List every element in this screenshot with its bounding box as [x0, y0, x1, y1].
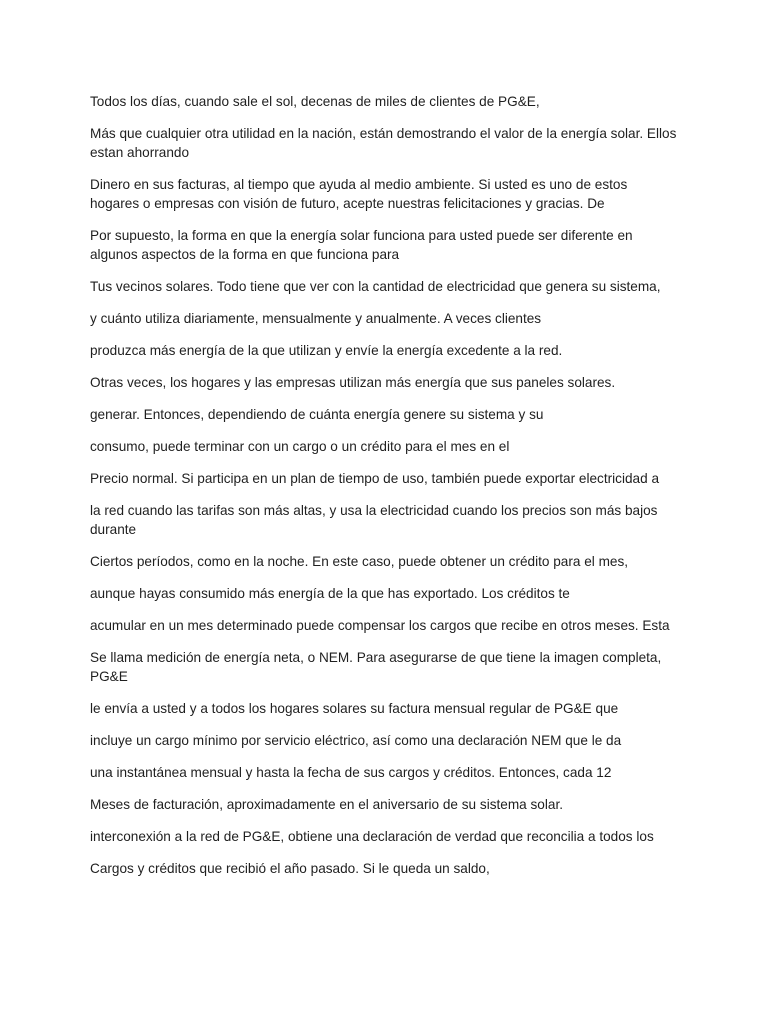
- paragraph-13: Ciertos períodos, como en la noche. En este caso, puede obtener un crédito para el mes,: [90, 554, 629, 569]
- paragraph-12: la red cuando las tarifas son más altas, y usa la electricidad cuando los precios son más bajos durante: [90, 503, 658, 537]
- paragraph-22: Cargos y créditos que recibió el año pasado. Si le queda un saldo,: [90, 861, 490, 876]
- paragraph-21: interconexión a la red de PG&E, obtiene una declaración de verdad que reconcilia a todos los: [90, 829, 654, 844]
- paragraph-20: Meses de facturación, aproximadamente en el aniversario de su sistema solar.: [90, 797, 563, 812]
- paragraph-9: generar. Entonces, dependiendo de cuánta energía genere su sistema y su: [90, 407, 544, 422]
- paragraph-17: le envía a usted y a todos los hogares solares su factura mensual regular de PG&E que: [90, 701, 619, 716]
- paragraph-15: acumular en un mes determinado puede compensar los cargos que recibe en otros meses. Esta: [90, 618, 670, 633]
- document-body: [90, 92, 680, 891]
- paragraph-8: Otras veces, los hogares y las empresas utilizan más energía que sus paneles solares.: [90, 375, 616, 390]
- paragraph-18: incluye un cargo mínimo por servicio eléctrico, así como una declaración NEM que le da: [90, 733, 622, 748]
- paragraph-19: una instantánea mensual y hasta la fecha de sus cargos y créditos. Entonces, cada 12: [90, 765, 612, 780]
- paragraph-4: Por supuesto, la forma en que la energía solar funciona para usted puede ser diferente en algunos aspectos de la forma en que funciona para: [90, 228, 633, 262]
- paragraph-2: Más que cualquier otra utilidad en la nación, están demostrando el valor de la energía solar. Ellos estan ahorrando: [90, 126, 677, 160]
- paragraph-3: Dinero en sus facturas, al tiempo que ayuda al medio ambiente. Si usted es uno de estos hogares o empresas con visión de futuro, acepte nuestras felicitaciones y gracias. De: [90, 177, 628, 211]
- paragraph-11: Precio normal. Si participa en un plan de tiempo de uso, también puede exportar electricidad a: [90, 471, 660, 486]
- paragraph-14: aunque hayas consumido más energía de la que has exportado. Los créditos te: [90, 586, 570, 601]
- paragraph-7: produzca más energía de la que utilizan y envíe la energía excedente a la red.: [90, 343, 563, 358]
- paragraph-1: Todos los días, cuando sale el sol, decenas de miles de clientes de PG&E,: [90, 94, 540, 109]
- paragraph-6: y cuánto utiliza diariamente, mensualmente y anualmente. A veces clientes: [90, 311, 542, 326]
- paragraph-5: Tus vecinos solares. Todo tiene que ver con la cantidad de electricidad que genera su sistema,: [90, 279, 661, 294]
- paragraph-10: consumo, puede terminar con un cargo o un crédito para el mes en el: [90, 439, 510, 454]
- paragraph-16: Se llama medición de energía neta, o NEM. Para asegurarse de que tiene la imagen completa, PG&E: [90, 650, 662, 684]
